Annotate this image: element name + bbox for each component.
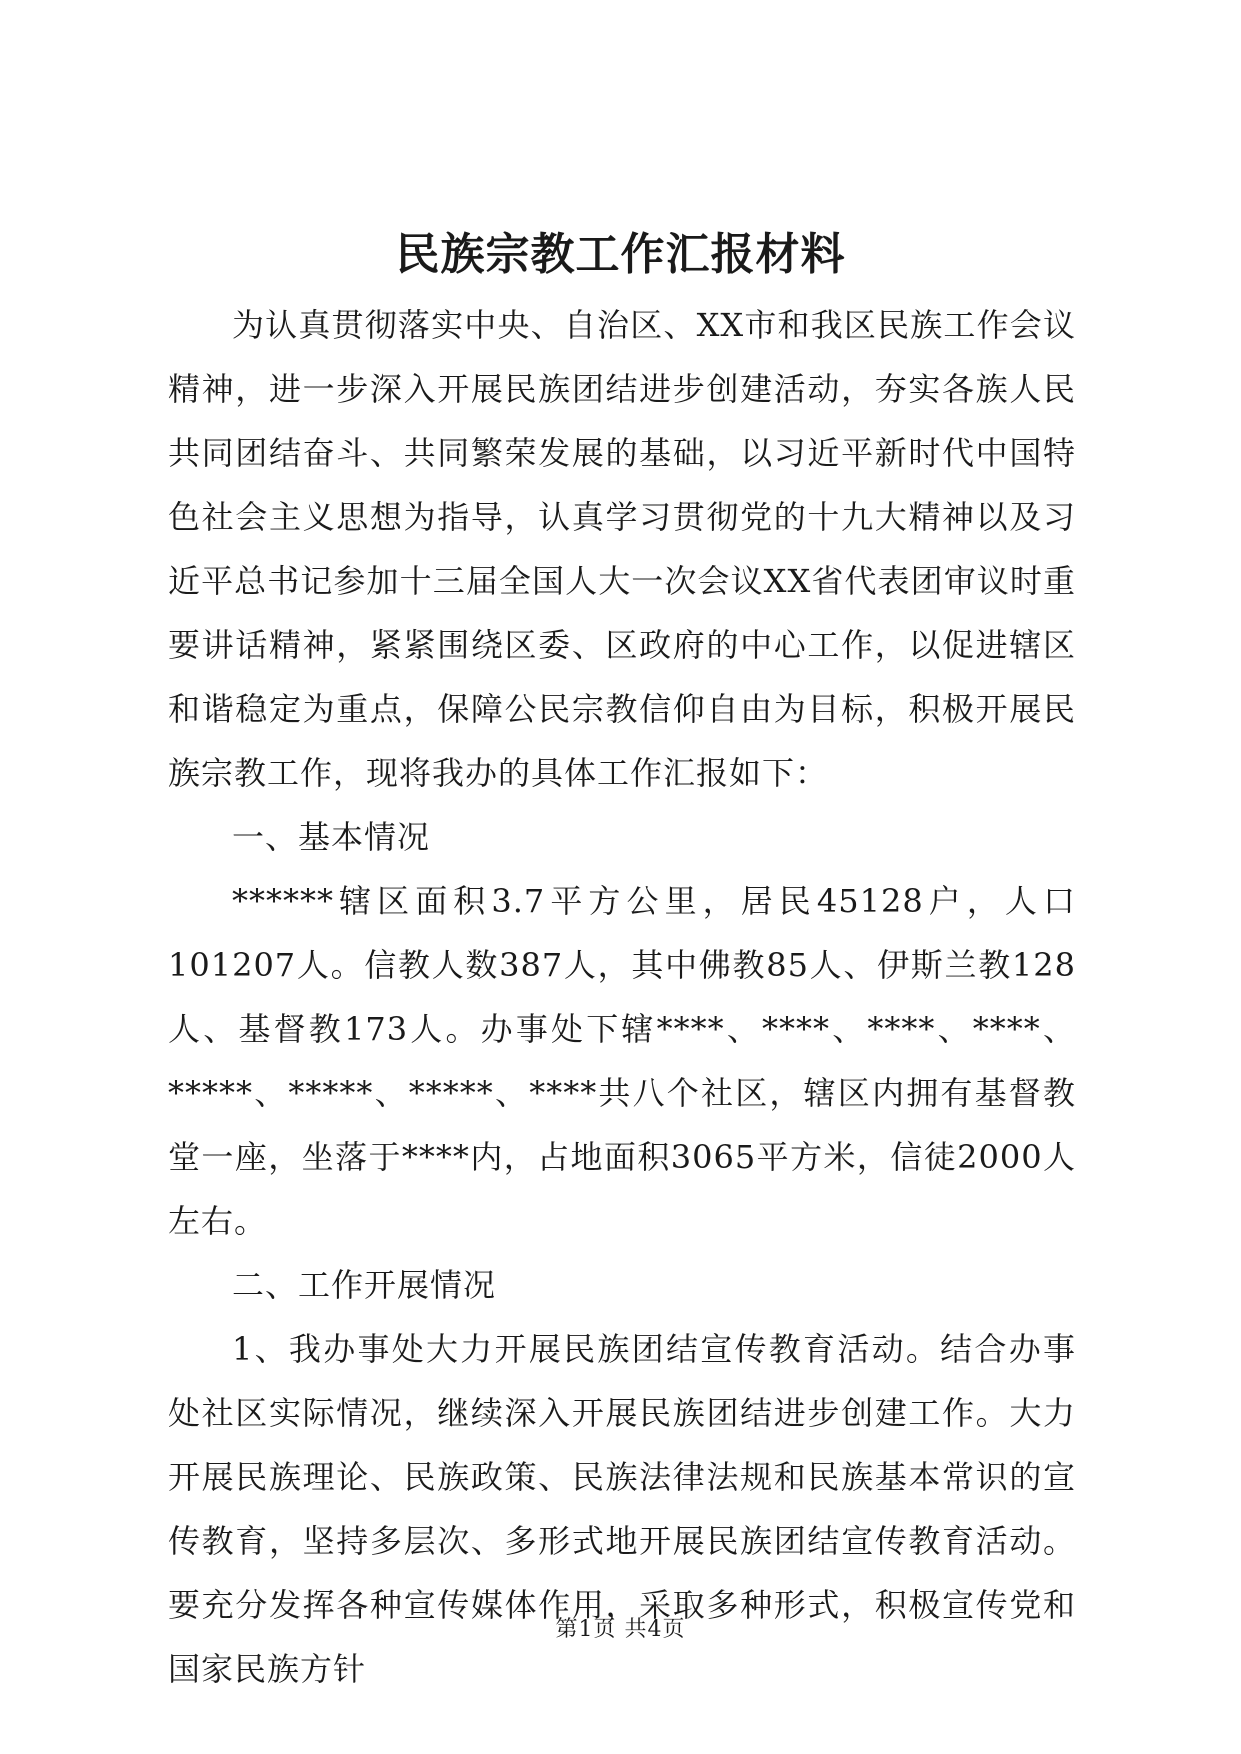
section-heading-work-progress: 二、工作开展情况 xyxy=(232,1266,497,1304)
section-heading-basic-situation: 一、基本情况 xyxy=(232,818,431,856)
work-progress-paragraph: 1、我办事处大力开展民族团结宣传教育活动。结合办事处社区实际情况，继续深入开展民族团结进步创建工作。大力开展民族理论、民族政策、民族法律法规和民族基本常识的宣传教育，坚持多层次、多形式地开展民族团结宣传教育活动。要充分发挥各种宣传媒体作用，采取多种形式，积极宣传党和国家民族方针 xyxy=(168,1330,1076,1688)
document-body xyxy=(168,293,1076,1701)
page-footer: 第1页 共4页 xyxy=(555,1617,686,1642)
intro-paragraph: 为认真贯彻落实中央、自治区、XX市和我区民族工作会议精神，进一步深入开展民族团结进步创建活动，夯实各族人民共同团结奋斗、共同繁荣发展的基础，以习近平新时代中国特色社会主义思想为指导，认真学习贯彻党的十九大精神以及习近平总书记参加十三届全国人大一次会议XX省代表团审议时重要讲话精神，紧紧围绕区委、区政府的中心工作，以促进辖区和谐稳定为重点，保障公民宗教信仰自由为目标，积极开展民族宗教工作，现将我办的具体工作汇报如下： xyxy=(168,306,1076,792)
basic-situation-paragraph: ******辖区面积3.7平方公里，居民45128户，人口101207人。信教人数387人，其中佛教85人、伊斯兰教128人、基督教173人。办事处下辖****、****、****、****、*****、*****、*****、****共八个社区，辖区内拥有基督教堂一座，坐落于****内，占地面积3065平方米，信徒2000人左右。 xyxy=(168,882,1076,1240)
document-title: 民族宗教工作汇报材料 xyxy=(395,229,846,280)
